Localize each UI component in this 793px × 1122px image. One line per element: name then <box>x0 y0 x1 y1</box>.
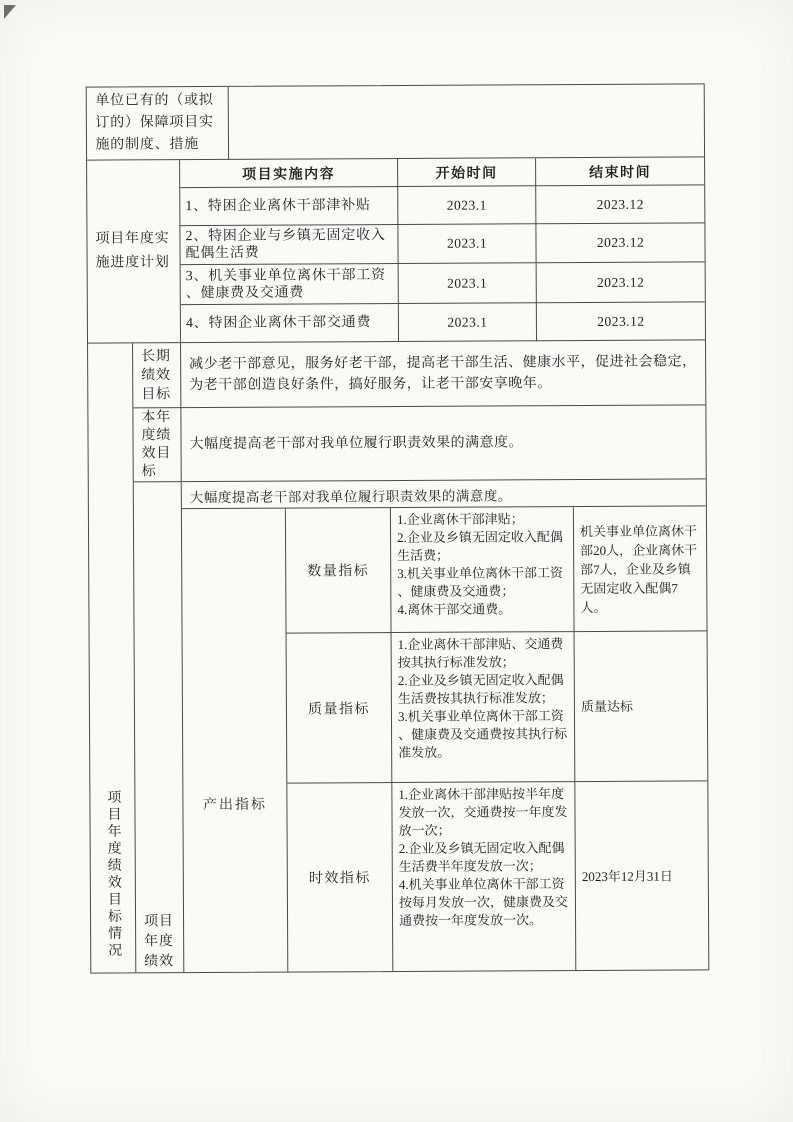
schedule-row-end: 2023.12 <box>537 302 705 341</box>
quality-indicator-target-cell <box>575 631 708 782</box>
annual-goal-text-cell <box>181 405 705 482</box>
performance-section-label-cell <box>88 343 136 972</box>
output-indicator-label: 产出指标 <box>182 509 288 973</box>
annual-goal-repeat-cell <box>182 479 706 509</box>
schedule-row-content-cell <box>180 225 398 265</box>
indicator-group-label: 项目年度绩效 <box>144 914 174 970</box>
schedule-header-start: 开始时间 <box>398 158 536 187</box>
annual-goal-label-cell <box>133 408 181 482</box>
quantity-indicator-target-cell <box>574 506 707 632</box>
schedule-row-start: 2023.1 <box>399 263 537 304</box>
quality-indicator-detail: 1.企业离休干部津贴、交通费按其执行标准发放； 2.企业及乡镇无固定收入配偶生活费按其执行标准发放； 3.机关事业单位离休干部工资、健康费及交通费按其执行标准发放。 <box>392 632 576 783</box>
long-term-goal-label-cell <box>133 343 181 408</box>
indicator-group-label-cell <box>134 482 185 972</box>
schedule-row-content: 3、机关事业单位离休干部工资、健康费及交通费 <box>185 267 386 301</box>
schedule-row-end: 2023.12 <box>537 262 705 303</box>
schedule-header-content: 项目实施内容 <box>180 159 398 188</box>
timeliness-indicator-target: 2023年12月31日 <box>581 868 673 884</box>
schedule-row-content: 4、特困企业离休干部交通费 <box>185 315 372 332</box>
quantity-indicator-detail: 1.企业离休干部津贴； 2.企业及乡镇无固定收入配偶生活费； 3.机关事业单位离休干部工资、健康费及交通费； 4.离休干部交通费。 <box>391 507 575 633</box>
project-form-table <box>86 83 710 973</box>
annual-goal-label: 本年度绩效目标 <box>141 409 172 479</box>
schedule-row-start: 2023.1 <box>398 224 536 264</box>
performance-section-label: 项目年度绩效目标情况 <box>105 789 122 960</box>
schedule-section-label: 项目年度实施进度计划 <box>95 231 170 271</box>
timeliness-indicator-label: 时效指标 <box>287 783 393 972</box>
schedule-row-end: 2023.12 <box>536 223 704 263</box>
schedule-row-start: 2023.1 <box>398 186 536 225</box>
schedule-row-start: 2023.1 <box>399 303 537 342</box>
long-term-goal-text: 减少老干部意见，服务好老干部，提高老干部生活、健康水平，促进社会稳定，为老干部创造良好条件，搞好服务，让老干部安享晚年。 <box>189 354 697 394</box>
schedule-section-label-cell <box>87 160 181 343</box>
schedule-row-content-cell <box>181 304 399 343</box>
annual-goal-repeat-text: 大幅度提高老干部对我单位履行职责效果的满意度。 <box>189 488 512 506</box>
schedule-row-end: 2023.12 <box>536 185 704 224</box>
timeliness-indicator-detail: 1.企业离休干部津贴按半年度发放一次，交通费按一年度发放一次； 2.企业及乡镇无固定收入配偶生活费半年度发放一次； 4.机关事业单位离休干部工资按每月发放一次，健康费及交通费按一年度发放一次。 <box>392 782 576 971</box>
schedule-row-content: 2、特困企业与乡镇无固定收入配偶生活费 <box>185 228 386 262</box>
systems-measures-value-cell <box>229 84 704 159</box>
quantity-indicator-label: 数量指标 <box>286 508 392 634</box>
quality-indicator-label: 质量指标 <box>287 633 393 784</box>
schedule-row-content: 1、特困企业离休干部津补贴 <box>185 198 371 215</box>
quantity-indicator-target: 机关事业单位离休干部20人，企业离休干部7人，企业及乡镇无固定收入配偶7人。 <box>579 522 698 615</box>
scan-corner-artifact <box>4 5 16 19</box>
quality-indicator-target: 质量达标 <box>580 698 633 715</box>
long-term-goal-text-cell <box>181 340 705 408</box>
long-term-goal-label: 长期绩效目标 <box>141 348 171 402</box>
systems-measures-label-cell <box>87 87 229 161</box>
systems-measures-label: 单位已有的（或拟订的）保障项目实施的制度、措施 <box>95 92 214 153</box>
annual-goal-text: 大幅度提高老干部对我单位履行职责效果的满意度。 <box>189 435 524 453</box>
schedule-row-content-cell <box>181 264 399 305</box>
schedule-row-content-cell <box>180 187 398 226</box>
schedule-header-end: 结束时间 <box>536 157 704 186</box>
timeliness-indicator-target-cell <box>575 781 708 970</box>
